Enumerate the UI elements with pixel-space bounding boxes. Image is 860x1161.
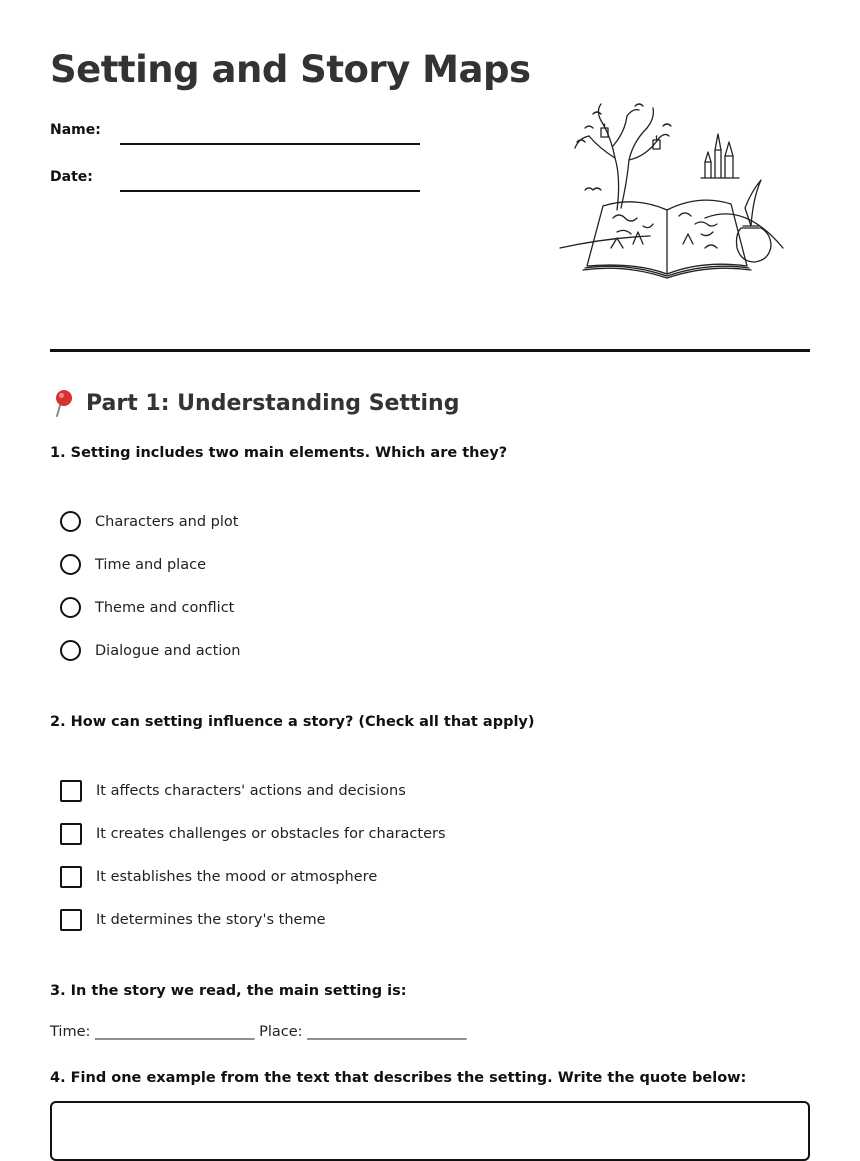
- q1-option-4[interactable]: [60, 640, 240, 661]
- q2-option-3[interactable]: [60, 866, 377, 888]
- option-label: It establishes the mood or atmosphere: [96, 869, 378, 885]
- question-2: 2. How can setting influence a story? (Check all that apply): [50, 714, 535, 730]
- round-pushpin-icon: [50, 388, 76, 418]
- name-label: Name:: [50, 122, 101, 138]
- open-storybook-illustration: [555, 98, 787, 280]
- q1-option-2[interactable]: [60, 554, 206, 575]
- option-label: It determines the story's theme: [96, 912, 326, 928]
- radio-button[interactable]: [60, 511, 81, 532]
- q2-option-1[interactable]: [60, 780, 406, 802]
- checkbox[interactable]: [60, 909, 82, 931]
- part1-heading-text: Part 1: Understanding Setting: [86, 390, 460, 416]
- option-label: Characters and plot: [95, 513, 239, 530]
- option-label: Dialogue and action: [95, 642, 241, 659]
- checkbox[interactable]: [60, 780, 82, 802]
- quote-answer-box[interactable]: [50, 1101, 810, 1161]
- option-label: It affects characters' actions and decisions: [96, 783, 406, 799]
- question-3: 3. In the story we read, the main setting is:: [50, 983, 407, 999]
- radio-button[interactable]: [60, 554, 81, 575]
- q1-option-1[interactable]: [60, 511, 238, 532]
- time-place-fill-in[interactable]: Time: ______________________ Place: ______________________: [50, 1024, 467, 1040]
- radio-button[interactable]: [60, 640, 81, 661]
- q2-option-2[interactable]: [60, 823, 446, 845]
- date-label: Date:: [50, 169, 93, 185]
- q1-option-3[interactable]: [60, 597, 234, 618]
- option-label: Time and place: [95, 556, 206, 573]
- question-4: 4. Find one example from the text that describes the setting. Write the quote below:: [50, 1070, 747, 1086]
- part1-heading: [50, 388, 459, 418]
- checkbox[interactable]: [60, 866, 82, 888]
- question-1: 1. Setting includes two main elements. Which are they?: [50, 445, 508, 461]
- option-label: Theme and conflict: [95, 599, 235, 616]
- option-label: It creates challenges or obstacles for characters: [96, 826, 446, 842]
- section-divider: [50, 349, 810, 352]
- page-title: Setting and Story Maps: [50, 48, 531, 91]
- date-field[interactable]: [120, 190, 420, 192]
- q2-option-4[interactable]: [60, 909, 326, 931]
- radio-button[interactable]: [60, 597, 81, 618]
- checkbox[interactable]: [60, 823, 82, 845]
- name-field[interactable]: [120, 143, 420, 145]
